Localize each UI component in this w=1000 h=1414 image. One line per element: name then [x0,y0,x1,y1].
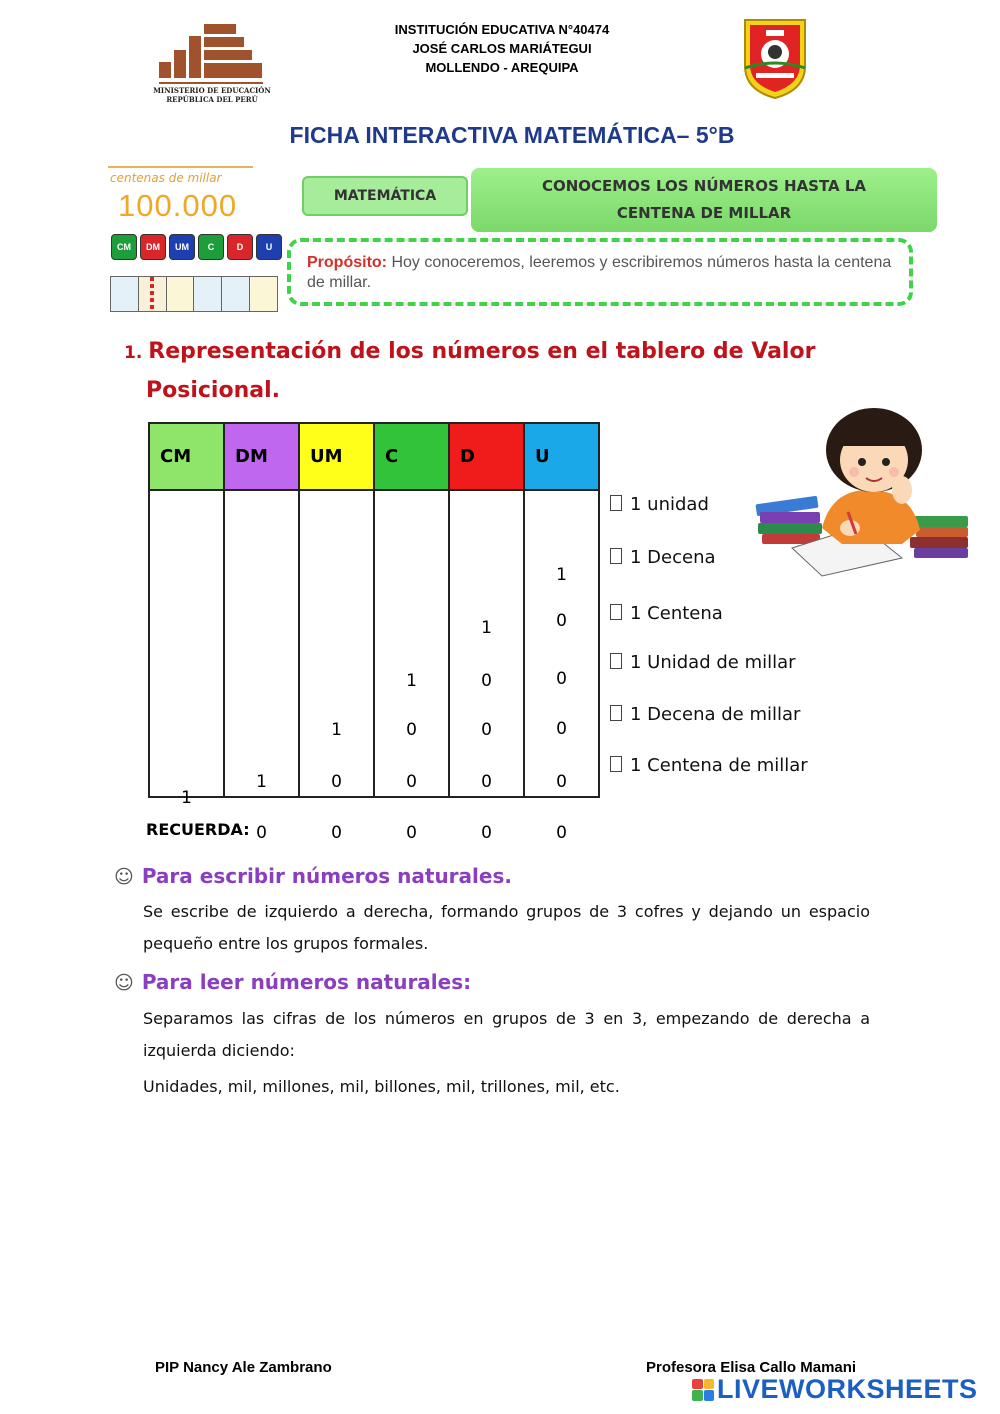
recuerda-title: RECUERDA: [146,820,250,839]
school-line-3: MOLLENDO - AREQUIPA [425,60,579,75]
digit-c-2: 0 [406,720,417,740]
digit-c-4: 0 [406,823,417,843]
digit-um-3: 0 [331,823,342,843]
row-label-decena-millar [610,704,800,725]
column-u [524,490,599,843]
row-label-centena [610,603,723,624]
topic-text: CONOCEMOS LOS NÚMEROS HASTA LA CENTENA DE MILLAR [541,177,867,222]
row-label-text: 1 Centena de millar [630,755,808,776]
section-heading [124,333,884,410]
digit-u-1: 1 [556,565,567,585]
subject-badge: MATEMÁTICA [302,176,468,216]
digit-d-1: 1 [481,618,492,638]
purpose-box [287,238,913,306]
header-u: U [524,423,599,490]
column-dm [224,490,299,843]
row-label-text: 1 Decena de millar [630,704,801,725]
section-title-line-1: Representación de los números en el tablero de Valor [148,339,816,364]
ministry-caption [152,86,272,104]
row-marker-icon [610,756,622,772]
abacus-strip [110,276,278,312]
purpose-text: Hoy conoceremos, leeremos y escribiremos números hasta la centena de millar. [307,254,892,291]
tag-d: D [227,234,253,260]
header-c: C [374,423,449,490]
caption-divider [108,166,253,168]
row-marker-icon [610,705,622,721]
digit-um-1: 1 [331,720,342,740]
row-label-text: 1 Centena [630,603,723,624]
digit-u-5: 0 [556,772,567,792]
digit-c-1: 1 [406,671,417,691]
row-label-text: 1 unidad [630,494,709,515]
rule-reading-extra: Unidades, mil, millones, mil, billones, mil, trillones, mil, etc. [143,1077,620,1096]
rule-writing-title: Para escribir números naturales. [141,864,512,888]
school-line-2: JOSÉ CARLOS MARIÁTEGUI [412,41,592,56]
footer-author-right: Profesora Elisa Callo Mamani [646,1359,857,1376]
column-c [374,490,449,843]
student-illustration [752,408,974,578]
school-crest-icon [740,16,810,100]
smile-icon: ☺ [114,866,134,888]
illustration-caption: centenas de millar [110,171,222,185]
row-label-unidad [610,494,709,515]
rule-reading-title: Para leer números naturales: [141,970,472,994]
digit-u-6: 0 [556,823,567,843]
row-label-decena [610,547,716,568]
school-name [320,20,684,77]
place-value-tags [111,234,282,260]
liveworksheets-text: LIVEWORKSHEETS [717,1374,978,1404]
digit-c-3: 0 [406,772,417,792]
header-cm: CM [149,423,224,490]
smile-icon: ☺ [114,972,134,994]
header-um: UM [299,423,374,490]
column-cm [149,490,224,808]
row-marker-icon [610,604,622,620]
purpose-label: Propósito: [307,254,387,271]
topic-banner [471,168,937,232]
tag-um: UM [169,234,195,260]
row-label-text: 1 Unidad de millar [630,652,796,673]
tag-u: U [256,234,282,260]
tag-c: C [198,234,224,260]
tag-dm: DM [140,234,166,260]
row-marker-icon [610,495,622,511]
digit-u-3: 0 [556,669,567,689]
illustration-number: 100.000 [118,188,238,223]
column-um [299,490,374,843]
ministry-line-1: MINISTERIO DE EDUCACIÓN [153,86,271,95]
rule-reading-heading [114,970,471,994]
digit-d-3: 0 [481,720,492,740]
row-marker-icon [610,548,622,564]
row-marker-icon [610,653,622,669]
row-label-text: 1 Decena [630,547,716,568]
page-title: FICHA INTERACTIVA MATEMÁTICA– 5°B [289,122,735,148]
section-number: 1. [124,343,143,363]
ministry-line-2: REPÚBLICA DEL PERÚ [166,95,258,104]
rule-writing-text: Se escribe de izquierdo a derecha, formando grupos de 3 cofres y dejando un espacio pequeño entre los grupos formales. [143,902,870,953]
digit-dm-2: 0 [256,823,267,843]
rule-reading-text: Separamos las cifras de los números en grupos de 3 en 3, empezando de derecha a izquierda diciendo: [143,1009,870,1060]
rule-writing-heading [114,864,512,888]
section-title-line-2: Posicional. [146,378,280,403]
liveworksheets-logo-icon [692,1379,714,1401]
row-label-unidad-millar [610,652,796,673]
school-line-1: INSTITUCIÓN EDUCATIVA N°40474 [394,22,610,37]
digit-d-4: 0 [481,772,492,792]
digit-u-2: 0 [556,611,567,631]
digit-cm-1: 1 [181,788,192,808]
digit-u-4: 0 [556,719,567,739]
header-d: D [449,423,524,490]
tag-cm: CM [111,234,137,260]
footer-author-left: PIP Nancy Ale Zambrano [155,1359,332,1376]
column-d [449,490,524,843]
liveworksheets-brand [692,1374,978,1405]
digit-d-5: 0 [481,823,492,843]
header-dm: DM [224,423,299,490]
digit-dm-1: 1 [256,772,267,792]
digit-d-2: 0 [481,671,492,691]
digit-um-2: 0 [331,772,342,792]
row-label-centena-millar [610,755,808,776]
